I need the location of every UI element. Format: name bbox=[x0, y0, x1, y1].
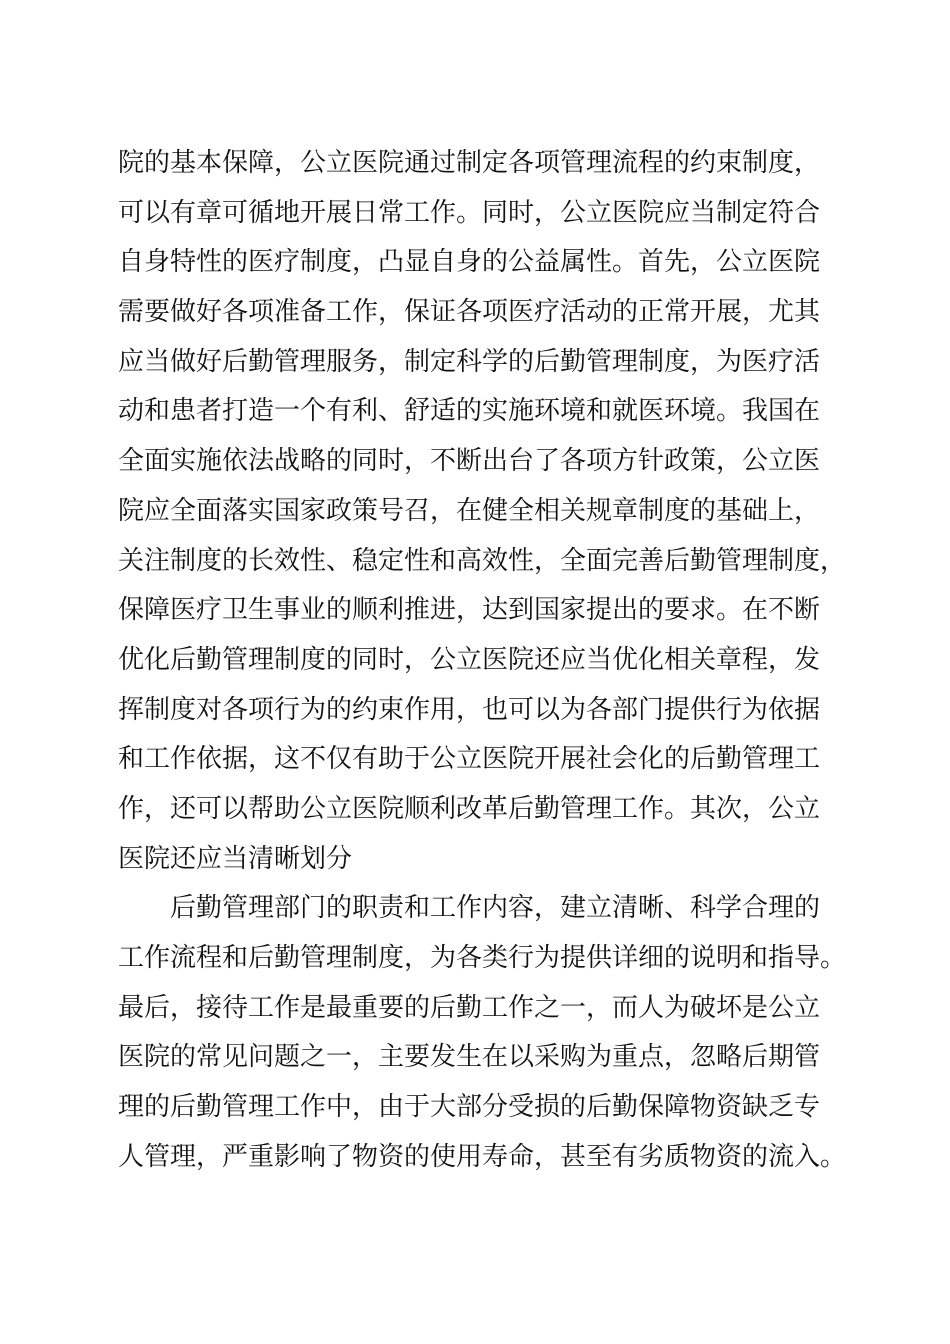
text-line: 理的后勤管理工作中，由于大部分受损的后勤保障物资缺乏专 bbox=[118, 1092, 821, 1123]
text-line: 和工作依据，这不仅有助于公立医院开展社会化的后勤管理工 bbox=[118, 744, 821, 775]
text-line: 人管理，严重影响了物资的使用寿命，甚至有劣质物资的流入。 bbox=[118, 1141, 847, 1172]
text-line: 自身特性的医疗制度，凸显自身的公益属性。首先，公立医院 bbox=[118, 247, 821, 278]
text-line: 医院的常见问题之一，主要发生在以采购为重点，忽略后期管 bbox=[118, 1042, 821, 1073]
text-line: 作，还可以帮助公立医院顺利改革后勤管理工作。其次，公立 bbox=[118, 793, 821, 824]
body-text bbox=[118, 139, 858, 1182]
text-line: 挥制度对各项行为的约束作用，也可以为各部门提供行为依据 bbox=[118, 694, 821, 725]
text-line: 应当做好后勤管理服务，制定科学的后勤管理制度，为医疗活 bbox=[118, 346, 821, 377]
text-line: 动和患者打造一个有利、舒适的实施环境和就医环境。我国在 bbox=[118, 396, 821, 427]
text-line: 工作流程和后勤管理制度，为各类行为提供详细的说明和指导。 bbox=[118, 943, 847, 973]
text-line: 院应全面落实国家政策号召，在健全相关规章制度的基础上， bbox=[118, 495, 821, 526]
text-line: 保障医疗卫生事业的顺利推进，达到国家提出的要求。在不断 bbox=[118, 595, 821, 626]
text-line: 优化后勤管理制度的同时，公立医院还应当优化相关章程，发 bbox=[118, 644, 821, 675]
paragraph-first-line: 后勤管理部门的职责和工作内容，建立清晰、科学合理的 bbox=[170, 893, 821, 924]
text-line: 最后，接待工作是最重要的后勤工作之一，而人为破坏是公立 bbox=[118, 992, 821, 1023]
text-line: 全面实施依法战略的同时，不断出台了各项方针政策，公立医 bbox=[118, 446, 821, 477]
text-line: 可以有章可循地开展日常工作。同时，公立医院应当制定符合 bbox=[118, 197, 821, 228]
text-line: 需要做好各项准备工作，保证各项医疗活动的正常开展，尤其 bbox=[118, 297, 821, 328]
text-line: 医院还应当清晰划分 bbox=[118, 843, 353, 874]
text-line: 关注制度的长效性、稳定性和高效性，全面完善后勤管理制度， bbox=[118, 545, 847, 576]
text-line: 院的基本保障，公立医院通过制定各项管理流程的约束制度， bbox=[118, 148, 821, 178]
